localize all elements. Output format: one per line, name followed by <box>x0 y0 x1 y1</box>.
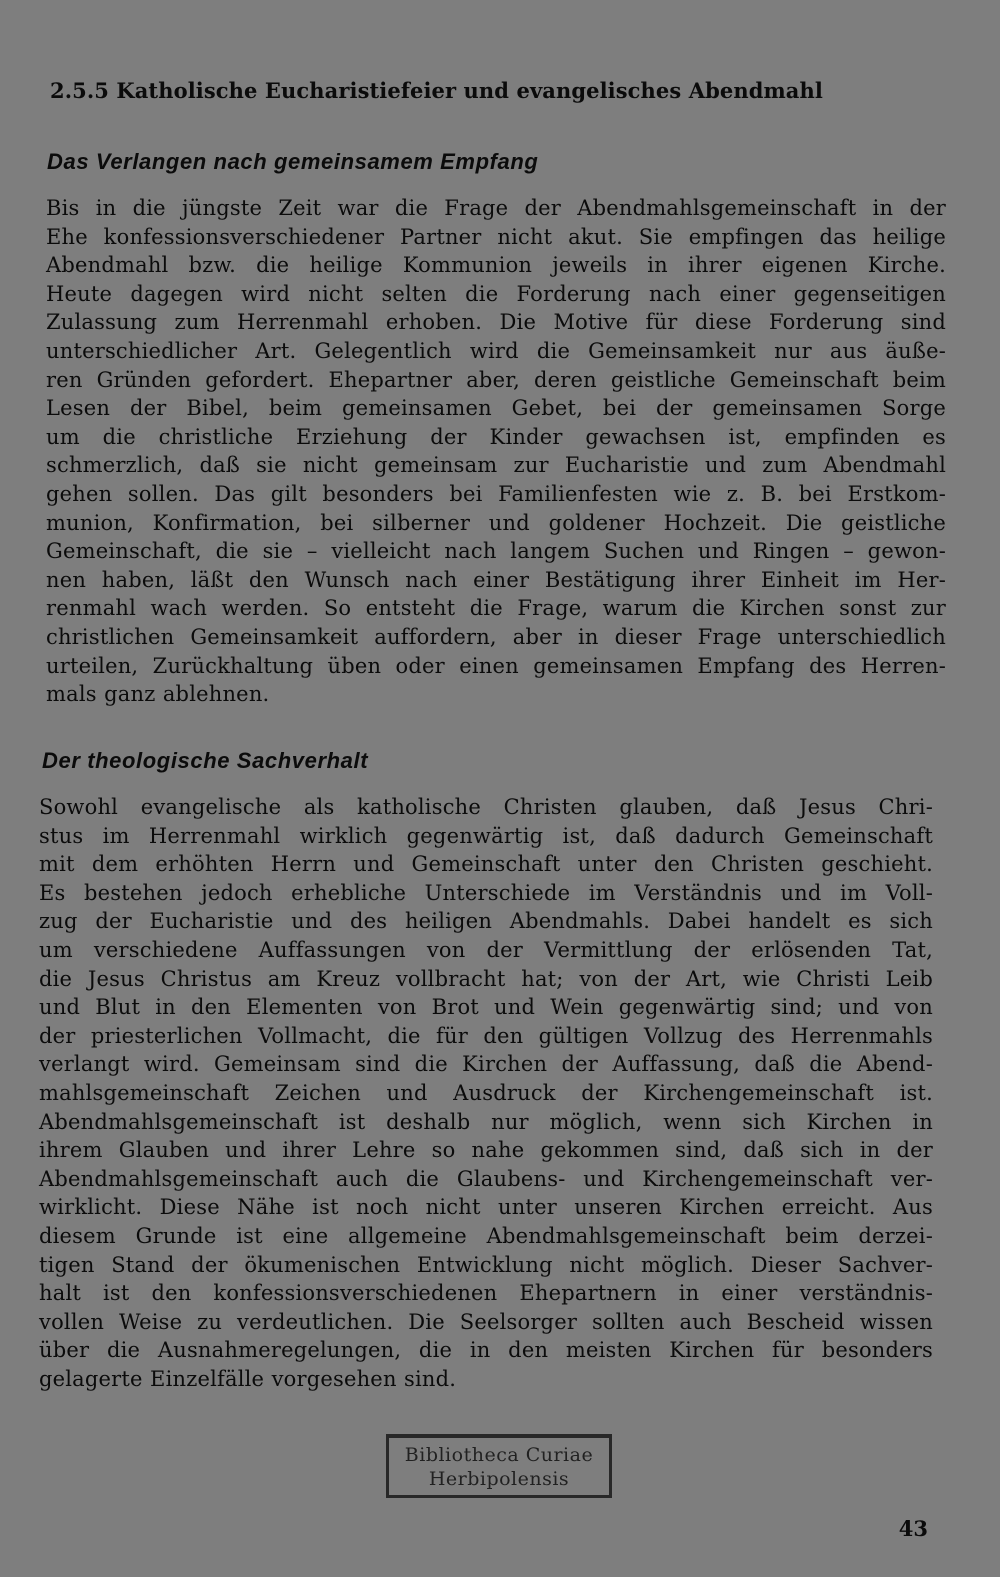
text-line: Ehe konfessionsverschiedener Partner nicht akut. Sie empfingen das heilige <box>46 224 946 249</box>
text-line: munion, Konfirmation, bei silberner und goldener Hochzeit. Die geistliche <box>46 510 946 535</box>
text-line: Abendmahlsgemeinschaft auch die Glaubens- und Kirchengemeinschaft ver- <box>39 1166 933 1191</box>
text-line: diesem Grunde ist eine allgemeine Abendmahlsgemeinschaft beim derzei- <box>39 1223 933 1248</box>
library-stamp <box>386 1434 612 1498</box>
text-line: mahlsgemeinschaft Zeichen und Ausdruck der Kirchengemeinschaft ist. <box>39 1080 933 1105</box>
subheading-verlangen: Das Verlangen nach gemeinsamem Empfang <box>47 149 539 174</box>
text-line: verlangt wird. Gemeinsam sind die Kirchen der Auffassung, daß die Abend- <box>39 1052 933 1077</box>
text-line: über die Ausnahmeregelungen, die in den meisten Kirchen für besonders <box>39 1338 933 1363</box>
text-line: um die christliche Erziehung der Kinder gewachsen ist, empfinden es <box>46 424 946 449</box>
text-line: halt ist den konfessionsverschiedenen Ehepartnern in einer verständnis- <box>39 1281 933 1306</box>
text-line: ren Gründen gefordert. Ehepartner aber, deren geistliche Gemeinschaft beim <box>46 367 946 392</box>
text-line: nen haben, läßt den Wunsch nach einer Bestätigung ihrer Einheit im Her- <box>46 567 946 592</box>
subheading-sachverhalt: Der theologische Sachverhalt <box>42 748 369 773</box>
text-line: unterschiedlicher Art. Gelegentlich wird die Gemeinsamkeit nur aus äuße- <box>46 338 946 363</box>
text-line: wirklicht. Diese Nähe ist noch nicht unter unseren Kirchen erreicht. Aus <box>39 1195 933 1220</box>
text-line: Gemeinschaft, die sie – vielleicht nach langem Suchen und Ringen – gewon- <box>46 539 946 564</box>
text-line: schmerzlich, daß sie nicht gemeinsam zur Eucharistie und zum Abendmahl <box>46 453 946 478</box>
text-line: Sowohl evangelische als katholische Christen glauben, daß Jesus Chri- <box>39 795 933 819</box>
text-line: Abendmahlsgemeinschaft ist deshalb nur möglich, wenn sich Kirchen in <box>39 1109 933 1134</box>
section-heading: 2.5.5 Katholische Eucharistiefeier und evangelisches Abendmahl <box>50 78 823 103</box>
text-line: und Blut in den Elementen von Brot und Wein gegenwärtig sind; und von <box>39 995 933 1020</box>
text-line: Lesen der Bibel, beim gemeinsamen Gebet, bei der gemeinsamen Sorge <box>46 396 946 421</box>
paragraph-sachverhalt <box>39 793 933 1393</box>
text-line: um verschiedene Auffassungen von der Vermittlung der erlösenden Tat, <box>39 937 933 962</box>
text-line: Es bestehen jedoch erhebliche Unterschiede im Verständnis und im Voll- <box>39 880 933 905</box>
text-line: urteilen, Zurückhaltung üben oder einen gemeinsamen Empfang des Herren- <box>46 653 946 678</box>
text-line: tigen Stand der ökumenischen Entwicklung nicht möglich. Dieser Sachver- <box>39 1252 933 1277</box>
stamp-line-2: Herbipolensis <box>428 1468 570 1490</box>
text-line: stus im Herrenmahl wirklich gegenwärtig ist, daß dadurch Gemeinschaft <box>39 823 933 848</box>
text-line: mals ganz ablehnen. <box>46 682 270 707</box>
stamp-line-1: Bibliotheca Curiae <box>404 1444 594 1466</box>
text-line: der priesterlichen Vollmacht, die für den gültigen Vollzug des Herrenmahls <box>39 1023 933 1048</box>
text-line: gehen sollen. Das gilt besonders bei Familienfesten wie z. B. bei Erstkom- <box>46 481 946 506</box>
text-line: Bis in die jüngste Zeit war die Frage der Abendmahlsgemeinschaft in der <box>46 196 946 220</box>
text-line: Zulassung zum Herrenmahl erhoben. Die Motive für diese Forderung sind <box>46 310 946 335</box>
text-line: Heute dagegen wird nicht selten die Forderung nach einer gegenseitigen <box>46 281 946 306</box>
text-line: mit dem erhöhten Herrn und Gemeinschaft unter den Christen geschieht. <box>39 852 933 877</box>
text-line: gelagerte Einzelfälle vorgesehen sind. <box>39 1366 457 1391</box>
text-line: renmahl wach werden. So entsteht die Frage, warum die Kirchen sonst zur <box>46 596 946 621</box>
text-line: christlichen Gemeinsamkeit auffordern, aber in dieser Frage unterschiedlich <box>46 624 946 649</box>
text-line: ihrem Glauben und ihrer Lehre so nahe gekommen sind, daß sich in der <box>39 1138 933 1163</box>
text-line: vollen Weise zu verdeutlichen. Die Seelsorger sollten auch Bescheid wissen <box>39 1309 933 1334</box>
text-line: zug der Eucharistie und des heiligen Abendmahls. Dabei handelt es sich <box>39 909 933 934</box>
text-line: die Jesus Christus am Kreuz vollbracht hat; von der Art, wie Christi Leib <box>39 966 933 991</box>
paragraph-verlangen <box>46 194 946 709</box>
text-line: Abendmahl bzw. die heilige Kommunion jeweils in ihrer eigenen Kirche. <box>46 253 946 278</box>
page-number: 43 <box>898 1516 928 1541</box>
